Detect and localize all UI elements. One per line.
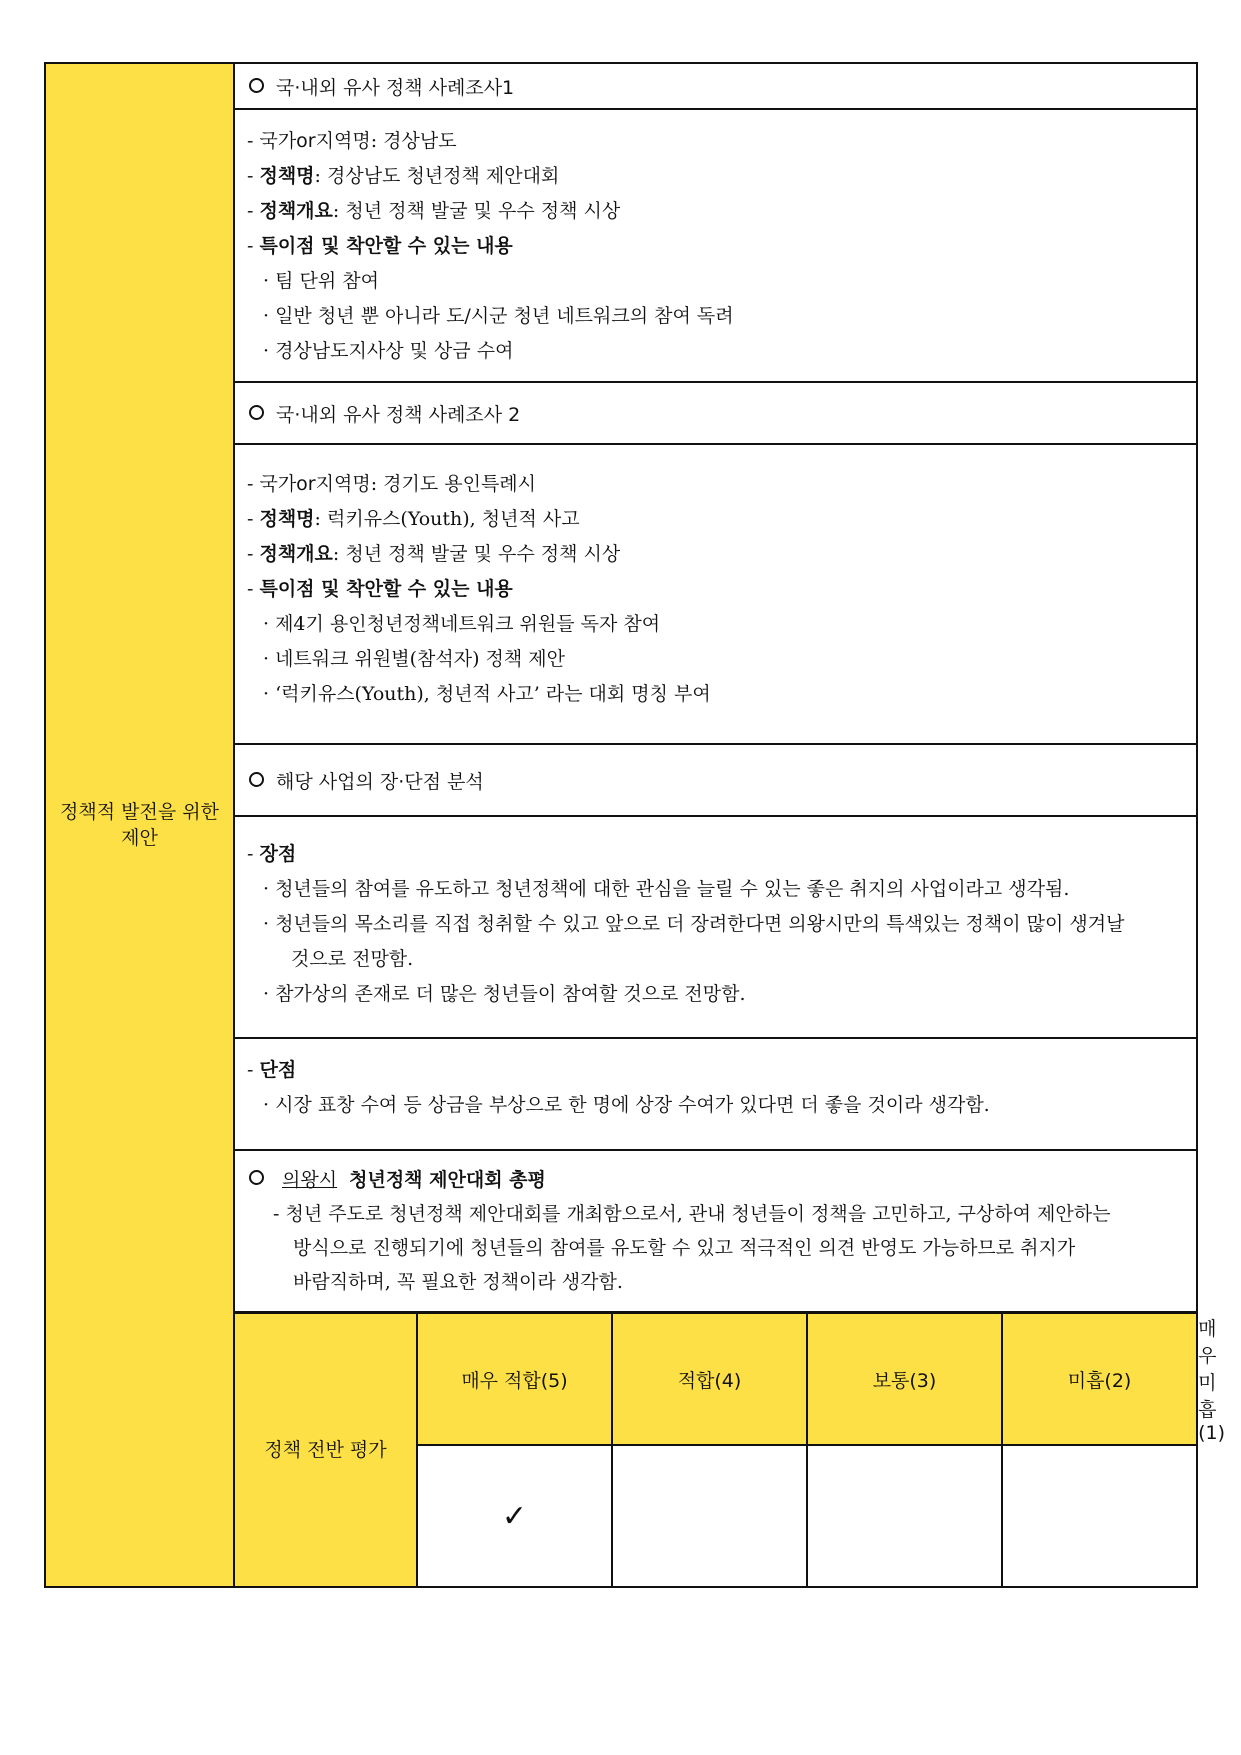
circle-bullet-icon (249, 405, 264, 420)
pros-body (234, 816, 1197, 1038)
case2-feature-item: · 제4기 용인청년정책네트워크 위원들 독자 참여 (263, 613, 661, 635)
rating-header-insufficient: 미흡(2) (1002, 1313, 1197, 1446)
case2-features-heading: - 특이점 및 착안할 수 있는 내용 (247, 578, 513, 600)
case2-body (234, 444, 1197, 744)
case2-overview: - 정책개요: 청년 정책 발굴 및 우수 정책 시상 (247, 543, 621, 565)
rating-cell-average[interactable] (807, 1445, 1002, 1587)
cons-item: · 시장 표창 수여 등 상금을 부상으로 한 명에 상장 수여가 있다면 더 좋을 것이라 생각함. (263, 1094, 990, 1116)
document-page (44, 62, 1225, 1588)
pros-heading: - 장점 (247, 843, 297, 865)
summary-section (234, 1150, 1197, 1313)
pros-item: · 청년들의 참여를 유도하고 청년정책에 대한 관심을 늘릴 수 있는 좋은 취지의 사업이라고 생각됨. (263, 878, 1070, 900)
case1-region: - 국가or지역명: 경상남도 (247, 130, 457, 152)
summary-city: 의왕시 (282, 1169, 338, 1191)
circle-bullet-icon (249, 78, 264, 93)
circle-bullet-icon (249, 772, 264, 787)
circle-bullet-icon (249, 1170, 264, 1185)
cons-body (234, 1038, 1197, 1150)
case2-feature-item: · ‘럭키유스(Youth), 청년적 사고’ 라는 대회 명칭 부여 (263, 683, 711, 705)
rating-cell-insufficient[interactable] (1002, 1445, 1197, 1587)
pros-item-continued: 것으로 전망함. (291, 948, 414, 970)
rating-header-suitable: 적합(4) (612, 1313, 807, 1446)
case2-title: 국·내외 유사 정책 사례조사 2 (276, 403, 521, 426)
case1-policy: - 정책명: 경상남도 청년정책 제안대회 (247, 165, 560, 187)
rating-cell-suitable[interactable] (612, 1445, 807, 1587)
summary-line: 바람직하며, 꼭 필요한 정책이라 생각함. (293, 1271, 623, 1293)
summary-line: 방식으로 진행되기에 청년들의 참여를 유도할 수 있고 적극적인 의견 반영도 가능하므로 취지가 (293, 1237, 1076, 1259)
summary-title: 청년정책 제안대회 총평 (349, 1169, 546, 1191)
analysis-header (234, 744, 1197, 816)
evaluation-table: 정책적 발전을 위한 제안 국·내외 유사 정책 사례조사1 - 국가or지역명: 경상남도 - 정책명: 경상남도 청년정책 제안대회 - 정책개요: 청년 정책 발굴 및 우수 정책 시상 - 특이점 및 착안할 수 있는 내용 · 팀 단위 참여 · 일반 청년 뿐 아니라 도/시군 청년 네트워크의 참여 독려 · 경상남도지사상 및 상금 수여 국·내외 유사 정책 사례조사 2 - 국가or지역명: 경기도 용인특례시 - 정책명: 럭키유스(Youth), 청년적 사고 - 정책개요: 청년 정책 발굴 및 우수 정책 시상 - 특이점 및 착안할 수 있는 내용 · 제4기 용인청년정책네트워크 위원들 독자 참여 · 네트워크 위원별(참석자) 정책 제안 · ‘럭키유스(Youth), 청년적 사고’ 라는 대회 명칭 부여 해당 사업의 장·단점 분석 - 장점 · 청년들의 참여를 유도하고 청년정책에 대한 관심을 늘릴 수 있는 좋은 취지의 사업이라고 생각됨. · 청년들의 목소리를 직접 청취할 수 있고 앞으로 더 장려한다면 의왕시만의 특색있는 정책이 많이 생겨날 것으로 전망함. · 참가상의 존재로 더 많은 청년들이 참여할 것으로 전망함. - 단점 · 시장 표창 수여 등 상금을 부상으로 한 명에 상장 수여가 있다면 더 좋을 것이라 생각함. 의왕시 청년정책 제안대회 총평 - 청년 주도로 청년정책 제안대회를 개최함으로서, 관내 청년들이 정책을 고민하고, 구상하여 제안하는 방식으로 진행되기에 청년들의 참여를 유도할 수 있고 적극적인 의견 반영도 가능하므로 취지가 바람직하며, 꼭 필요한 정책이라 생각함. 정책 전반 평가 매우 적합(5) 적합(4) 보통(3) 미흡(2) 매우미흡(1) ✓ (44, 62, 1198, 1588)
case1-feature-item: · 경상남도지사상 및 상금 수여 (263, 340, 514, 362)
check-icon: ✓ (501, 1498, 528, 1534)
rating-header-average: 보통(3) (807, 1313, 1002, 1446)
proposal-label: 정책적 발전을 위한 제안 (45, 63, 234, 1587)
analysis-title: 해당 사업의 장·단점 분석 (276, 770, 484, 793)
pros-item: · 참가상의 존재로 더 많은 청년들이 참여할 것으로 전망함. (263, 983, 746, 1005)
evaluation-label: 정책 전반 평가 (234, 1313, 417, 1588)
case2-header (234, 382, 1197, 444)
case2-region: - 국가or지역명: 경기도 용인특례시 (247, 473, 537, 495)
case2-feature-item: · 네트워크 위원별(참석자) 정책 제안 (263, 648, 565, 670)
case1-feature-item: · 일반 청년 뿐 아니라 도/시군 청년 네트워크의 참여 독려 (263, 305, 734, 327)
summary-line: - 청년 주도로 청년정책 제안대회를 개최함으로서, 관내 청년들이 정책을 고민하고, 구상하여 제안하는 (273, 1203, 1111, 1225)
rating-header-very-suitable: 매우 적합(5) (417, 1313, 612, 1446)
pros-item: · 청년들의 목소리를 직접 청취할 수 있고 앞으로 더 장려한다면 의왕시만의 특색있는 정책이 많이 생겨날 (263, 913, 1125, 935)
case1-features-heading: - 특이점 및 착안할 수 있는 내용 (247, 235, 513, 257)
cons-heading: - 단점 (247, 1059, 297, 1081)
case1-header (234, 63, 1197, 109)
case1-feature-item: · 팀 단위 참여 (263, 270, 379, 292)
case1-body (234, 109, 1197, 382)
summary-heading (249, 1163, 1184, 1197)
rating-cell-very-suitable[interactable] (417, 1445, 612, 1587)
case1-title: 국·내외 유사 정책 사례조사1 (276, 76, 515, 99)
case1-overview: - 정책개요: 청년 정책 발굴 및 우수 정책 시상 (247, 200, 621, 222)
case2-policy: - 정책명: 럭키유스(Youth), 청년적 사고 (247, 508, 580, 530)
